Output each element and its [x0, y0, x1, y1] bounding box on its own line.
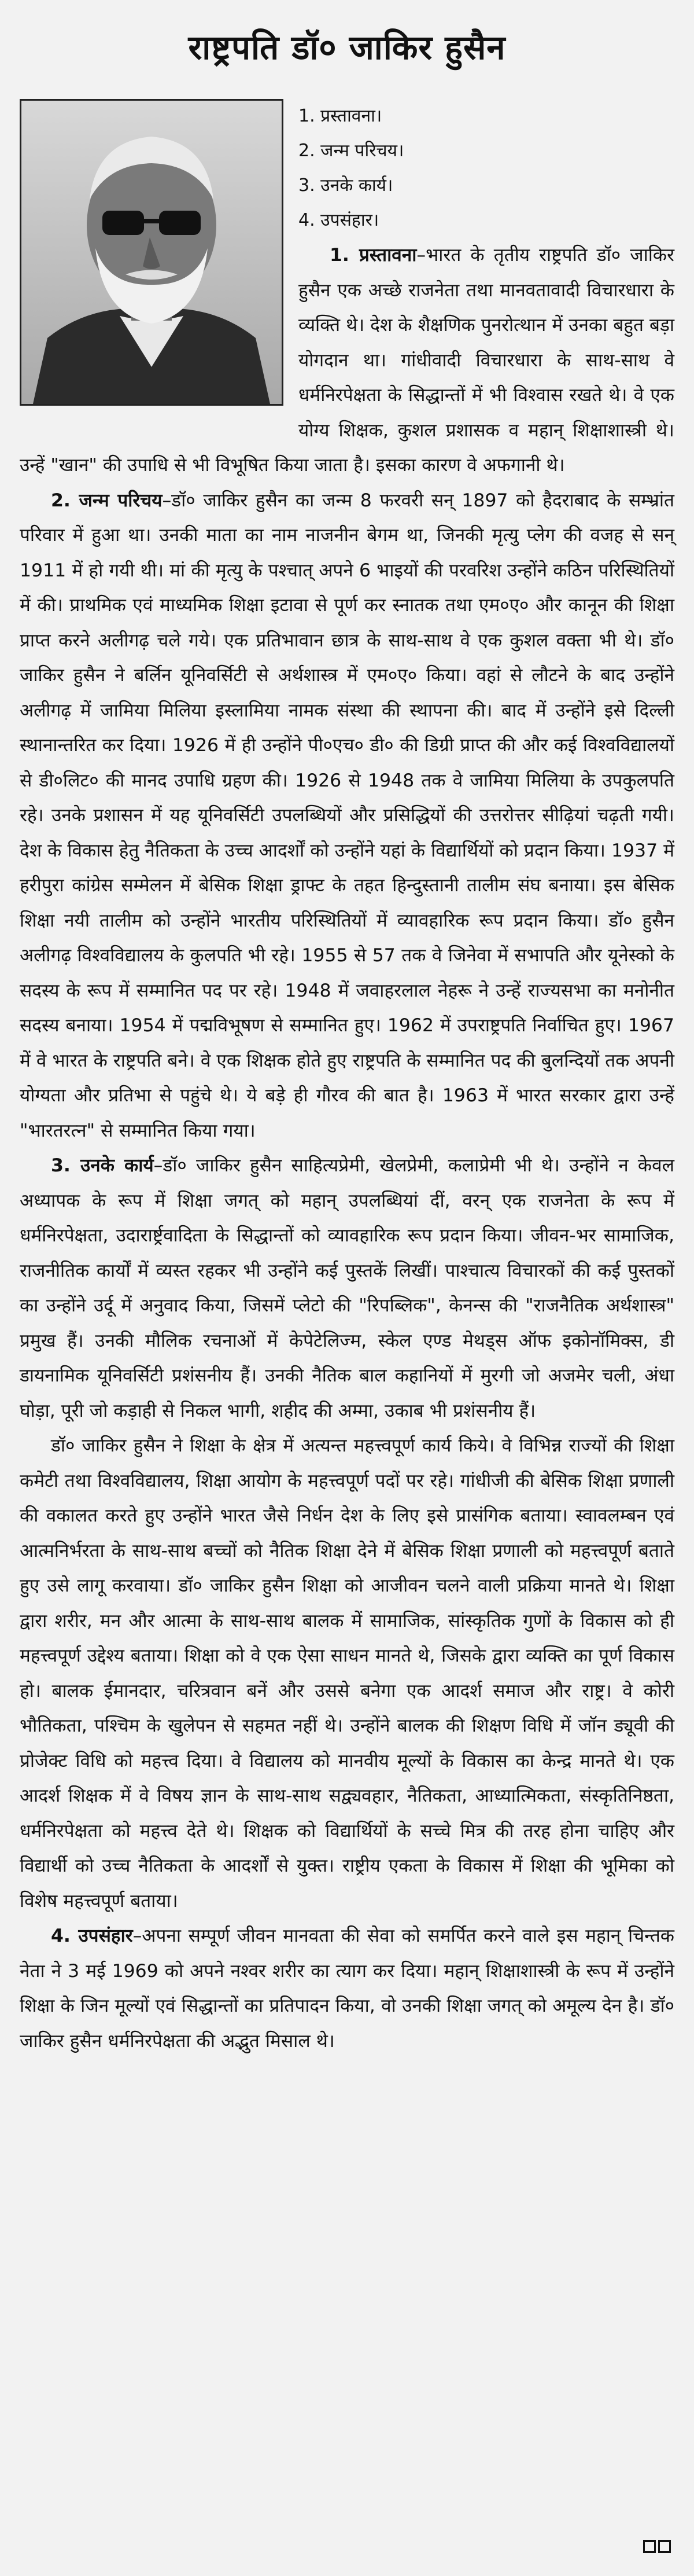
section-body: –अपना सम्पूर्ण जीवन मानवता की सेवा को समर्पित करने वाले इस महान् चिन्तक नेता ने 3 मई 1969 को अपने नश्वर शरीर का त्याग कर दिया। महान् शिक्षाशास्त्री के रूप में उन्होंने शिक्षा के जिन मूल्यों एवं सिद्धान्तों का प्रतिपादन किया, वो उनकी शिक्षा जगत् को अमूल्य देन है। डॉ० जाकिर हुसैन धर्मनिरपेक्षता की अद्भुत मिसाल थे। [20, 1925, 674, 2052]
section-education-work [20, 1428, 674, 1919]
section-heading: 1. प्रस्तावना [330, 245, 417, 266]
section-body: –भारत के तृतीय राष्ट्रपति डॉ० जाकिर हुसैन एक अच्छे राजनेता तथा मानवतावादी विचारधारा के व्यक्ति थे। देश के शैक्षणिक पुनरोत्थान में उनका बहुत बड़ा योगदान था। गांधीवादी विचारधारा के साथ-साथ वे धर्मनिरपेक्षता के सिद्धान्तों में भी विश्वास रखते थे। वे एक योग्य शिक्षक, कुशल प्रशासक व महान् शिक्षाशास्त्री थे। उन्हें "खान" की उपाधि से भी विभूषित किया जाता है। इसका कारण वे अफगानी थे। [20, 245, 675, 476]
page-title: राष्ट्रपति डॉ० जाकिर हुसैन [188, 28, 506, 67]
end-ornament [643, 2540, 671, 2553]
square-icon [658, 2540, 671, 2553]
section-conclusion [20, 1919, 674, 2059]
section-works [20, 1148, 674, 1428]
section-body: –डॉ० जाकिर हुसैन साहित्यप्रेमी, खेलप्रेमी, कलाप्रेमी भी थे। उन्होंने न केवल अध्यापक के रूप में शिक्षा जगत् को महान् उपलब्धियां दीं, वरन् एक राजनेता के रूप में धर्मनिरपेक्षता, उदारार्ष्ट्रवादिता के सिद्धान्तों को व्यावहारिक रूप प्रदान किया। जीवन-भर सामाजिक, राजनीतिक कार्यों में व्यस्त रहकर भी उन्होंने कई पुस्तकें लिखीं। पाश्चात्य विचारकों की कई पुस्तकों का उन्होंने उर्दू में अनुवाद किया, जिसमें प्लेटो की "रिपब्लिक", केनन्स की "राजनैतिक अर्थशास्त्र" प्रमुख हैं। उनकी मौलिक रचनाओं में केपेटेलिज्म, स्केल एण्ड मेथड्स ऑफ इकोनॉमिक्स, डी डायनामिक यूनिवर्सिटी प्रशंसनीय हैं। उनकी नैतिक बाल कहानियों में मुरगी जो अजमेर चली, अंधा घोड़ा, पूरी जो कड़ाही से निकल भागी, शहीद की अम्मा, उकाब भी प्रशंसनीय हैं। [20, 1155, 674, 1421]
intro-section [20, 99, 674, 483]
toc-item: 3. उनके कार्य। [298, 175, 393, 196]
toc-item: 2. जन्म परिचय। [298, 141, 404, 161]
section-birth [20, 483, 674, 1149]
section-body: –डॉ० जाकिर हुसैन का जन्म 8 फरवरी सन् 1897 को हैदराबाद के सम्भ्रांत परिवार में हुआ था। उनकी माता का नाम नाजनीन बेगम था, जिनकी मृत्यु प्लेग की वजह से सन् 1911 में हो गयी थी। मां की मृत्यु के पश्चात् अपने 6 भाइयों की परवरिश उन्होंने कठिन परिस्थितियों में की। प्राथमिक एवं माध्यमिक शिक्षा इटावा से पूर्ण कर स्नातक तथा एम०ए० और कानून की शिक्षा प्राप्त करने अलीगढ़ चले गये। एक प्रतिभावान छात्र के साथ-साथ वे एक कुशल वक्ता भी थे। डॉ० जाकिर हुसैन ने बर्लिन यूनिवर्सिटी से अर्थशास्त्र में एम०ए० किया। वहां से लौटने के बाद उन्होंने अलीगढ़ में जामिया मिलिया इस्लामिया नामक संस्था की स्थापना की। बाद में उन्होंने इसे दिल्ली स्थानान्तरित कर दिया। 1926 में ही उन्होंने पी०एच० डी० की डिग्री प्राप्त की और कई विश्वविद्यालयों से डी०लिट० की मानद उपाधि ग्रहण की। 1926 से 1948 तक वे जामिया मिलिया के उपकुलपति रहे। उनके प्रशासन में यह यूनिवर्सिटी उपलब्धियों और प्रसिद्धियों की उत्तरोत्तर सीढ़ियां चढ़ती गयी। देश के विकास हेतु नैतिकता के उच्च आदर्शों को उन्होंने यहां के विद्यार्थियों को प्रदान किया। 1937 में हरीपुरा कांग्रेस सम्मेलन में बेसिक शिक्षा ड्राफ्ट के तहत हिन्दुस्तानी तालीम संघ बनाया। इस बेसिक शिक्षा नयी तालीम को उन्होंने भारतीय परिस्थितियों में व्यावहारिक रूप प्रदान किया। डॉ० हुसैन अलीगढ़ विश्वविद्यालय के कुलपति भी रहे। 1955 से 57 तक वे जिनेवा में सभापति और यूनेस्को के सदस्य के रूप में सम्मानित पद पर रहे। 1948 में जवाहरलाल नेहरू ने उन्हें राज्यसभा का मनोनीत सदस्य बनाया। 1954 में पद्मविभूषण से सम्मानित हुए। 1962 में उपराष्ट्रपति निर्वाचित हुए। 1967 में वे भारत के राष्ट्रपति बने। वे एक शिक्षक होते हुए राष्ट्रपति के सम्मानित पद की बुलन्दियों तक अपनी योग्यता और प्रतिभा से पहुंचे थे। ये बड़े ही गौरव की बात है। 1963 में भारत सरकार द्वारा उन्हें "भारतरत्न" से सम्मानित किया गया। [20, 490, 674, 1141]
toc-item: 4. उपसंहार। [298, 210, 379, 230]
section-body: डॉ० जाकिर हुसैन ने शिक्षा के क्षेत्र में अत्यन्त महत्त्वपूर्ण कार्य किये। वे विभिन्न राज्यों की शिक्षा कमेटी तथा विश्वविद्यालय, शिक्षा आयोग के महत्त्वपूर्ण पदों पर रहे। गांधीजी की बेसिक शिक्षा प्रणाली की वकालत करते हुए उन्होंने भारत जैसे निर्धन देश के लिए इसे प्रासंगिक बताया। स्वावलम्बन एवं आत्मनिर्भरता के साथ-साथ बच्चों को नैतिक शिक्षा देने में बेसिक शिक्षा प्रणाली को महत्त्वपूर्ण बताते हुए उसे लागू करवाया। डॉ० जाकिर हुसैन शिक्षा को आजीवन चलने वाली प्रक्रिया मानते थे। शिक्षा द्वारा शरीर, मन और आत्मा के साथ-साथ बालक में सामाजिक, सांस्कृतिक गुणों के विकास को ही महत्त्वपूर्ण उद्देश्य बताया। शिक्षा को वे एक ऐसा साधन मानते थे, जिसके द्वारा व्यक्ति का पूर्ण विकास हो। बालक ईमानदार, चरित्रवान बनें और उससे बनेगा एक आदर्श समाज और राष्ट्र। वे कोरी भौतिकता, पश्चिम के खुलेपन से सहमत नहीं थे। उन्होंने बालक की शिक्षण विधि में जॉन ड्यूवी की प्रोजेक्ट विधि को महत्त्व दिया। वे विद्यालय को मानवीय मूल्यों के विकास का केन्द्र मानते थे। एक आदर्श शिक्षक में वे विषय ज्ञान के साथ-साथ सद्व्यवहार, नैतिकता, आध्यात्मिकता, संस्कृतिनिष्ठता, धर्मनिरपेक्षता को महत्त्व देते थे। शिक्षक को विद्यार्थियों के सच्चे मित्र की तरह होना चाहिए और विद्यार्थी को उच्च नैतिकता के आदर्शों से युक्त। राष्ट्रीय एकता के विकास में शिक्षा की भूमिका को विशेष महत्त्वपूर्ण बताया। [20, 1435, 674, 1912]
square-icon [643, 2540, 656, 2553]
section-heading: 3. उनके कार्य [51, 1155, 154, 1176]
toc-item: 1. प्रस्तावना। [298, 106, 382, 126]
portrait-image [20, 99, 283, 406]
section-heading: 4. उपसंहार [51, 1925, 133, 1946]
section-heading: 2. जन्म परिचय [51, 490, 163, 511]
